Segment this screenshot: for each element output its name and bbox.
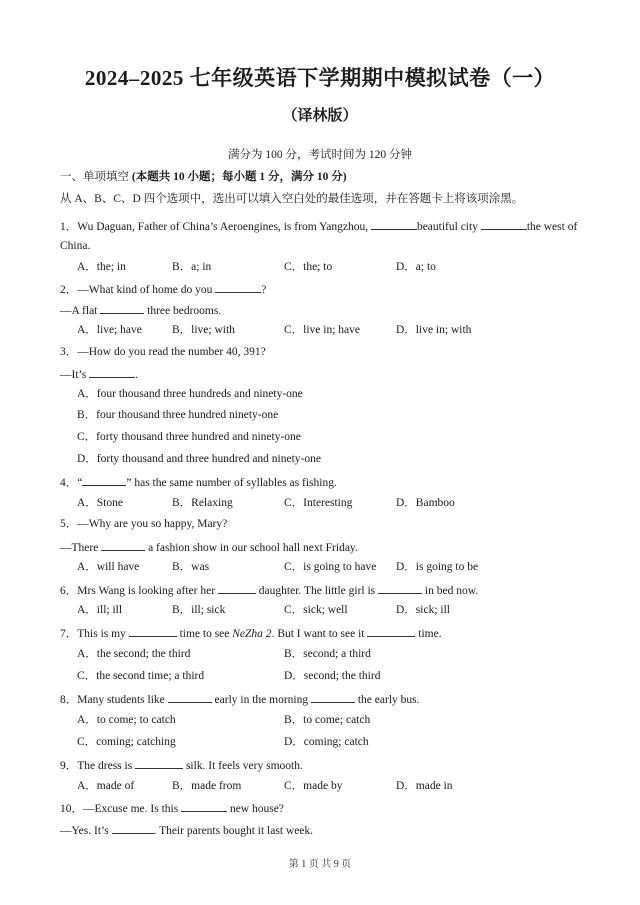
section-note: (本题共 10 小题；每小题 1 分，满分 10 分) [131,171,347,183]
option[interactable]: C．forty thousand three hundred and ninety-one [77,431,301,443]
question-text: ” has the same number of syllables as fishing. [126,477,337,489]
option[interactable]: B．made from [172,780,242,792]
answer-blank [367,624,415,637]
question-10 [60,799,284,817]
answer-blank [89,365,135,378]
question-5: 5．—Why are you so happy, Mary? [60,518,228,530]
question-text: . [135,369,138,381]
question-text: —A flat [60,305,101,317]
page-title: 2024–2025 七年级英语下学期期中模拟试卷（一） [84,66,556,90]
question-text: —There [60,542,102,554]
option[interactable]: B．to come; catch [284,714,371,726]
question-9 [60,756,303,774]
question-text: three bedrooms. [144,305,222,317]
option[interactable]: C．Interesting [284,497,353,509]
option[interactable]: B．ill; sick [172,604,226,616]
question-5-continued [60,538,358,556]
answer-blank [215,280,261,293]
option[interactable]: C．the second time; a third [77,670,205,682]
question-text: 1．Wu Daguan, Father of China’s Aeroengines, is from Yangzhou, [60,221,371,233]
question-text: in bed now. [422,585,479,597]
question-8 [60,690,420,708]
option[interactable]: A．the second; the third [77,648,191,660]
option[interactable]: C．made by [284,780,343,792]
question-2-continued [60,301,221,319]
option[interactable]: D．forty thousand and three hundred and ninety-one [77,453,321,465]
question-3: 3．—How do you read the number 40, 391? [60,346,266,358]
answer-blank [371,217,417,230]
option[interactable]: A．ill; ill [77,604,123,616]
question-2 [60,280,266,298]
question-text: 7．This is my [60,628,129,640]
score-info: 满分为 100 分，考试时间为 120 分钟 [228,149,412,161]
page-subtitle: （译林版） [282,108,358,124]
question-text: 10．—Excuse me. Is this [60,803,182,815]
question-text: 6．Mrs Wang is looking after her [60,585,218,597]
option[interactable]: B．a; in [172,261,212,273]
option[interactable]: D．second; the third [284,670,381,682]
section-title: 一、单项填空 [60,171,129,183]
question-text: the early bus. [354,694,420,706]
answer-blank [129,624,177,637]
question-text: 9．The dress is [60,760,136,772]
question-text: the west of [526,221,578,233]
option[interactable]: A．Stone [77,497,123,509]
option[interactable]: A．four thousand three hundreds and ninety-one [77,388,303,400]
question-text: daughter. The little girl is [255,585,379,597]
question-10-continued [60,821,313,839]
option[interactable]: D．is going to be [396,561,479,573]
option[interactable]: C．coming; catching [77,736,176,748]
answer-blank [168,690,212,703]
option[interactable]: C．sick; well [284,604,348,616]
question-text: . Their parents bought it last week. [153,825,314,837]
option[interactable]: B．second; a third [284,648,371,660]
option[interactable]: B．live; with [172,324,235,336]
option[interactable]: A．made of [77,780,135,792]
option[interactable]: D．live in; with [396,324,472,336]
answer-blank [100,301,144,314]
option[interactable]: A．the; in [77,261,126,273]
question-text: beautiful city [416,221,481,233]
question-text: ? [261,284,267,296]
movie-title: NeZha 2 [232,628,272,640]
option[interactable]: D．coming; catch [284,736,369,748]
option[interactable]: B．Relaxing [172,497,233,509]
answer-blank [311,690,355,703]
question-text: —It’s [60,369,90,381]
answer-blank [101,538,145,551]
option[interactable]: B．was [172,561,210,573]
option[interactable]: B．four thousand three hundred ninety-one [77,409,279,421]
answer-blank [181,799,227,812]
question-text: time. [415,628,442,640]
answer-blank [378,581,422,594]
question-3-continued [60,365,138,383]
question-text: time to see [176,628,233,640]
question-text: 4．“ [60,477,83,489]
question-1 [60,217,577,235]
question-text: a fashion show in our school hall next Friday. [145,542,358,554]
option[interactable]: D．sick; ill [396,604,450,616]
question-text: . But I want to see it [271,628,368,640]
answer-blank [218,581,256,594]
option[interactable]: D．a; to [396,261,436,273]
option[interactable]: C．live in; have [284,324,361,336]
question-text: early in the morning [211,694,311,706]
question-text: 8．Many students like [60,694,168,706]
answer-blank [135,756,183,769]
question-text: —Yes. It’s [60,825,112,837]
question-4 [60,473,337,491]
question-text: silk. It feels very smooth. [183,760,303,772]
question-text: new house? [227,803,284,815]
page-number: 第 1 页 共 9 页 [288,859,352,870]
option[interactable]: C．is going to have [284,561,377,573]
question-1-continued: China. [60,240,91,252]
option[interactable]: D．made in [396,780,453,792]
question-7 [60,624,442,642]
section-instruction: 从 A、B、C、D 四个选项中，选出可以填入空白处的最佳选项，并在答题卡上将该项涂黑。 [60,193,524,205]
option[interactable]: D．Bamboo [396,497,455,509]
option[interactable]: A．live; have [77,324,142,336]
answer-blank [82,473,126,486]
option[interactable]: C．the; to [284,261,333,273]
question-6 [60,581,478,599]
question-text: 2．—What kind of home do you [60,284,216,296]
answer-blank [481,217,527,230]
section-heading [60,169,347,185]
option[interactable]: A．to come; to catch [77,714,176,726]
answer-blank [112,821,154,834]
option[interactable]: A．will have [77,561,140,573]
